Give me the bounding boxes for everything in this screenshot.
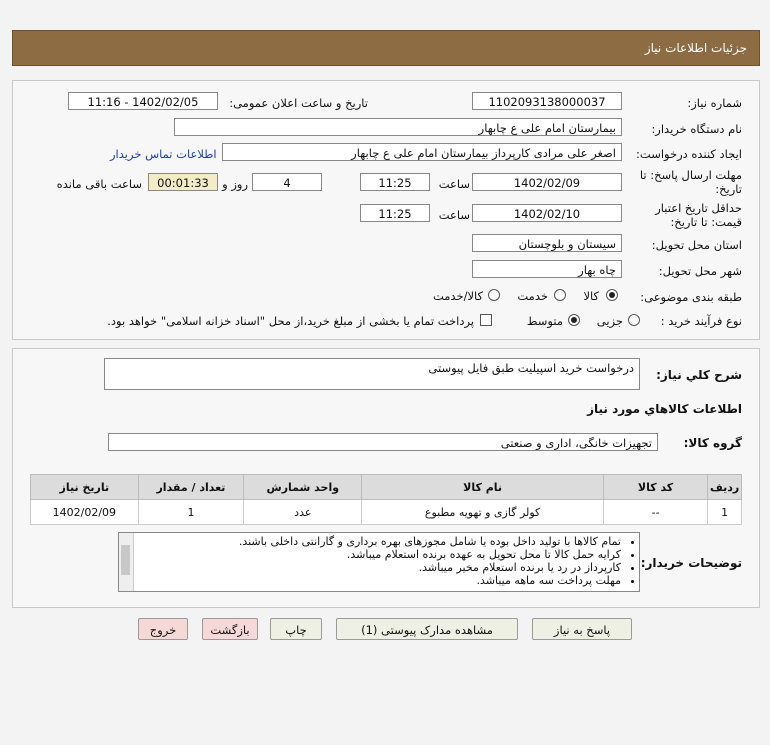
goods-name: کولر گازی و تهویه مطبوع — [362, 500, 603, 525]
buyer-note-item: • کرایه حمل کالا تا محل تحویل به عهده برنده استعلام میباشد. — [119, 548, 621, 561]
buyer-org-field: بیمارستان امام علی ع چابهار — [174, 118, 622, 136]
page-title: جزئیات اطلاعات نیاز — [644, 41, 747, 55]
city-label: شهر محل تحویل: — [658, 264, 742, 278]
remaining-label: ساعت باقی مانده — [56, 177, 142, 191]
buyer-note-item: • کارپرداز در رد یا برنده استعلام مخیر میباشد. — [119, 561, 621, 574]
category-goods-radio[interactable] — [606, 289, 618, 301]
deadline-label-2: تاریخ: — [715, 182, 742, 196]
province-label: استان محل تحویل: — [651, 238, 742, 252]
buyer-note-item: • تمام کالاها با تولید داخل بوده یا شامل مجوزهای بهره برداری و گارانتی داخلی باشند. — [119, 535, 621, 548]
validity-time-field: 11:25 — [360, 204, 430, 222]
col-name-header: نام کالا — [362, 475, 603, 500]
description-label: شرح کلي نياز: — [656, 368, 742, 382]
announce-field: 1402/02/05 - 11:16 — [68, 92, 218, 110]
buyer-notes-box[interactable] — [118, 532, 640, 592]
col-code-header: کد کالا — [603, 475, 708, 500]
validity-label-1: حداقل تاریخ اعتبار — [655, 201, 742, 215]
buyer-notes-label: توضیحات خریدار: — [640, 556, 742, 570]
treasury-payment-label: پرداخت تمام یا بخشی از مبلغ خرید،از محل "اسناد خزانه اسلامی" خواهد بود. — [107, 314, 474, 328]
col-date-header: تاریخ نیاز — [31, 475, 139, 500]
goods-group-field: تجهیزات خانگی، اداری و صنعتی — [108, 433, 658, 451]
buyer-note-item: • مهلت پرداخت سه ماهه میباشد. — [119, 574, 621, 587]
deadline-time-label: ساعت — [438, 177, 470, 191]
process-label: نوع فرآیند خرید : — [660, 314, 742, 328]
treasury-payment-checkbox[interactable] — [480, 314, 492, 326]
goods-code: -- — [603, 500, 708, 525]
deadline-label-1: مهلت ارسال پاسخ: تا — [639, 168, 742, 182]
deadline-time-field: 11:25 — [360, 173, 430, 191]
deadline-date-field: 1402/02/09 — [472, 173, 622, 191]
announce-label: تاریخ و ساعت اعلان عمومی: — [229, 96, 368, 110]
category-service-radio[interactable] — [554, 289, 566, 301]
process-medium-radio[interactable] — [568, 314, 580, 326]
notes-scrollbar[interactable] — [119, 533, 134, 591]
category-label: طبقه بندی موضوعی: — [640, 290, 742, 304]
col-unit-header: واحد شمارش — [244, 475, 362, 500]
goods-quantity: 1 — [138, 500, 244, 525]
days-field: 4 — [252, 173, 322, 191]
need-number-label: شماره نیاز: — [687, 96, 742, 110]
back-button[interactable]: بازگشت — [202, 618, 258, 640]
goods-table — [30, 474, 742, 525]
buyer-contact-link[interactable]: اطلاعات تماس خریدار — [110, 147, 217, 161]
category-goods-label: کالا — [583, 289, 599, 303]
creator-field: اصغر علی مرادی کارپرداز بیمارستان امام علی ع چابهار — [222, 143, 622, 161]
category-service-label: خدمت — [517, 289, 548, 303]
remaining-time-field: 00:01:33 — [148, 173, 218, 191]
row-number: 1 — [708, 500, 742, 525]
province-field: سیستان و بلوچستان — [472, 234, 622, 252]
reply-button[interactable]: پاسخ به نیاز — [532, 618, 632, 640]
description-field: درخواست خرید اسپیلیت طبق فایل پیوستی — [104, 358, 640, 390]
creator-label: ایجاد کننده درخواست: — [636, 147, 742, 161]
print-button[interactable]: چاپ — [270, 618, 322, 640]
city-field: چاه بهار — [472, 260, 622, 278]
validity-time-label: ساعت — [438, 208, 470, 222]
goods-section-title: اطلاعات کالاهاي مورد نياز — [587, 402, 742, 416]
process-partial-radio[interactable] — [628, 314, 640, 326]
table-row[interactable] — [31, 500, 742, 525]
table-header-row — [31, 475, 742, 500]
validity-label-2: قیمت: تا تاریخ: — [670, 215, 742, 229]
col-qty-header: تعداد / مقدار — [138, 475, 244, 500]
process-medium-label: متوسط — [526, 314, 563, 328]
col-row-header: ردیف — [708, 475, 742, 500]
goods-need-date: 1402/02/09 — [31, 500, 139, 525]
validity-date-field: 1402/02/10 — [472, 204, 622, 222]
buyer-org-label: نام دستگاه خریدار: — [651, 122, 742, 136]
page-header — [12, 30, 760, 66]
process-partial-label: جزیی — [596, 314, 623, 328]
category-both-radio[interactable] — [488, 289, 500, 301]
need-number-field: 1102093138000037 — [472, 92, 622, 110]
goods-unit: عدد — [244, 500, 362, 525]
days-label: روز و — [222, 177, 248, 191]
category-both-label: کالا/خدمت — [432, 289, 483, 303]
goods-group-label: گروه کالا: — [683, 436, 742, 450]
exit-button[interactable]: خروج — [138, 618, 188, 640]
notes-scrollbar-thumb[interactable] — [121, 545, 130, 575]
view-attachments-button[interactable]: مشاهده مدارک پیوستی (1) — [336, 618, 518, 640]
